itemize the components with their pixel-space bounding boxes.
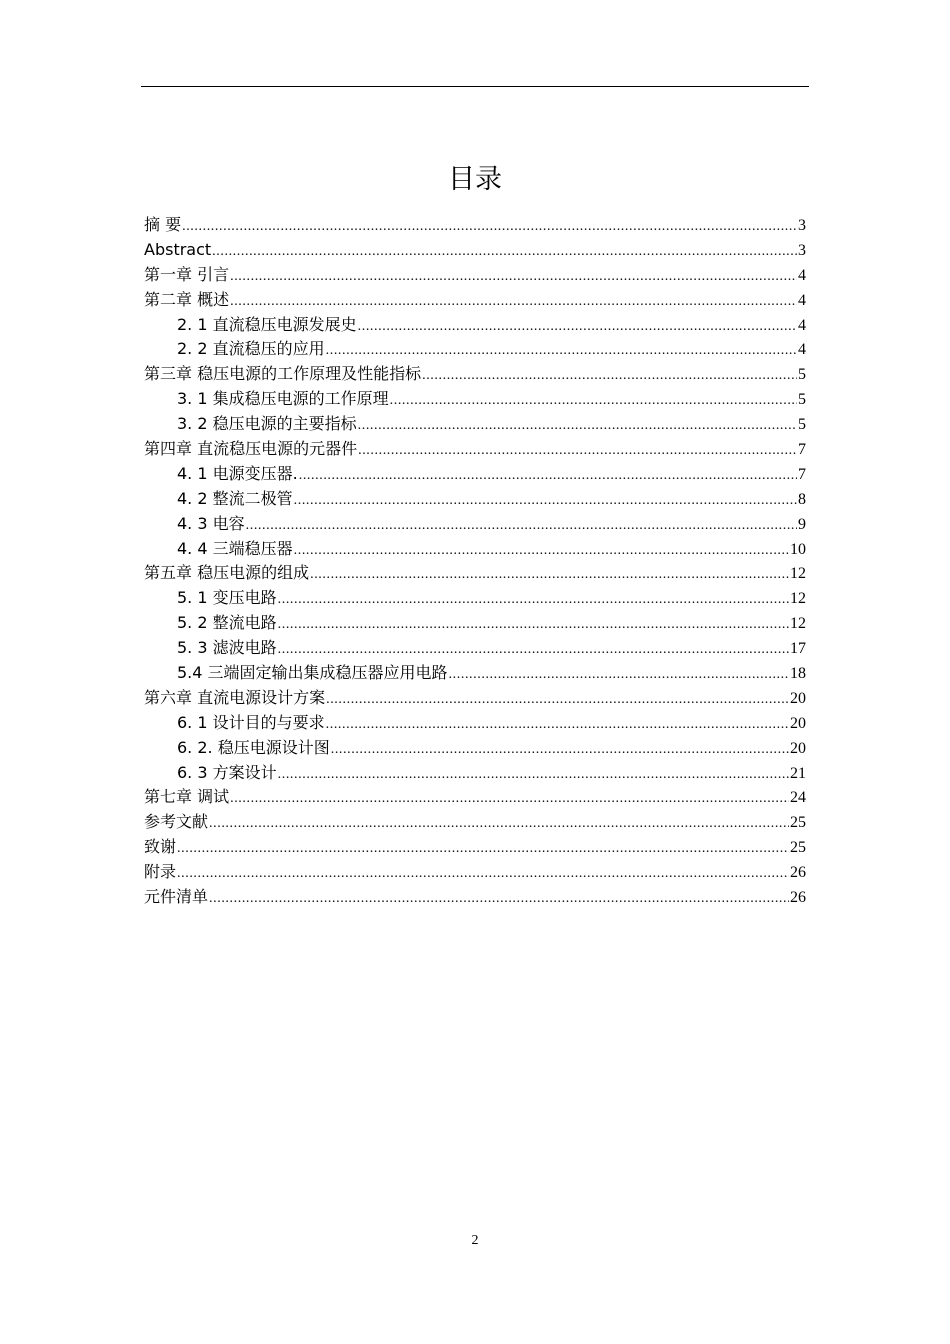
toc-entry-page: 18 [790, 665, 806, 683]
toc-entry-label: 第一章 引言 [144, 264, 230, 284]
toc-leader-dots [230, 290, 797, 315]
toc-leader-dots [209, 887, 789, 912]
toc-leader-dots [209, 812, 789, 837]
toc-entry[interactable] [144, 512, 806, 537]
toc-entry[interactable] [144, 636, 806, 661]
toc-entry-label: 3. 1 集成稳压电源的工作原理 [177, 389, 389, 409]
toc-entry[interactable] [144, 785, 806, 810]
toc-leader-dots [422, 364, 797, 389]
toc-leader-dots [299, 464, 797, 489]
toc-entry[interactable] [144, 238, 806, 263]
header-rule [141, 86, 809, 87]
toc-leader-dots [182, 215, 797, 240]
toc-leader-dots [246, 514, 797, 539]
toc-entry-page: 5 [798, 366, 806, 384]
toc-entry-page: 25 [790, 839, 806, 857]
toc-leader-dots [449, 663, 789, 688]
toc-entry[interactable] [144, 611, 806, 636]
toc-entry[interactable] [144, 711, 806, 736]
toc-entry-page: 17 [790, 640, 806, 658]
toc-entry-page: 7 [798, 465, 806, 483]
toc-entry-page: 4 [798, 316, 806, 334]
toc-leader-dots [358, 439, 797, 464]
page-number: 2 [471, 1233, 479, 1248]
toc-leader-dots [331, 738, 789, 763]
toc-leader-dots [278, 613, 789, 638]
toc-entry-label: 摘 要 [144, 215, 182, 234]
toc-entry-label: 第三章 稳压电源的工作原理及性能指标 [144, 364, 422, 384]
toc-entry-page: 4 [798, 291, 806, 309]
toc-entry-page: 25 [790, 814, 806, 832]
toc-entry-page: 12 [790, 590, 806, 608]
toc-title: 目录 [448, 164, 502, 195]
toc-entry-page: 10 [790, 540, 806, 558]
toc-entry-page: 12 [790, 615, 806, 633]
toc-entry-label: 3. 2 稳压电源的主要指标 [177, 414, 357, 434]
toc-entry-label: 6. 3 方案设计 [177, 762, 277, 782]
toc-leader-dots [358, 414, 797, 439]
toc-entry[interactable] [144, 362, 806, 387]
toc-entry[interactable] [144, 686, 806, 711]
toc-entry[interactable] [144, 213, 806, 238]
toc-entry[interactable] [144, 263, 806, 288]
toc-entry-label: 6. 2. 稳压电源设计图 [177, 737, 330, 757]
toc-leader-dots [326, 688, 789, 713]
toc-entry[interactable] [144, 387, 806, 412]
toc-leader-dots [294, 539, 789, 564]
toc-leader-dots [278, 588, 789, 613]
toc-leader-dots [326, 339, 797, 364]
toc-entry[interactable] [144, 661, 806, 686]
toc-entry-label: 6. 1 设计目的与要求 [177, 712, 325, 732]
toc-entry-page: 21 [790, 764, 806, 782]
toc-entry[interactable] [144, 462, 806, 487]
toc-entry[interactable] [144, 761, 806, 786]
toc-entry-label: 4. 1 电源变压器. [177, 463, 298, 483]
toc-entry[interactable] [144, 487, 806, 512]
toc-entry-label: 第二章 概述 [144, 289, 230, 309]
toc-entry-label: 5. 1 变压电路 [177, 588, 277, 608]
toc-entry-label: 4. 3 电容 [177, 513, 245, 533]
toc-entry-page: 20 [790, 739, 806, 757]
toc-entry-page: 4 [798, 266, 806, 284]
toc-entry[interactable] [144, 885, 806, 910]
toc-entry-label: 致谢 [144, 837, 177, 857]
toc-entry-label: 2. 1 直流稳压电源发展史 [177, 314, 357, 334]
toc-entry-label: 第六章 直流电源设计方案 [144, 687, 326, 707]
toc-leader-dots [230, 265, 797, 290]
toc-leader-dots [278, 763, 789, 788]
toc-leader-dots [310, 563, 789, 588]
toc-entry-page: 20 [790, 714, 806, 732]
toc-entry[interactable] [144, 537, 806, 562]
toc-entry-page: 4 [798, 341, 806, 359]
toc-entry-label: 5.4 三端固定输出集成稳压器应用电路 [177, 663, 448, 683]
toc-entry-label: 5. 3 滤波电路 [177, 638, 277, 658]
toc-entry[interactable] [144, 561, 806, 586]
toc-entry-page: 20 [790, 689, 806, 707]
toc-entry-label: 2. 2 直流稳压的应用 [177, 339, 325, 359]
toc-leader-dots [358, 315, 797, 340]
toc-entry-label: 第七章 调试 [144, 787, 230, 807]
table-of-contents [144, 213, 806, 910]
toc-entry[interactable] [144, 337, 806, 362]
toc-leader-dots [326, 713, 789, 738]
toc-entry-page: 5 [798, 391, 806, 409]
toc-leader-dots [390, 389, 797, 414]
toc-entry[interactable] [144, 412, 806, 437]
toc-entry-page: 9 [798, 515, 806, 533]
toc-entry-label: 4. 4 三端稳压器 [177, 538, 293, 558]
toc-leader-dots [177, 862, 789, 887]
toc-leader-dots [177, 837, 789, 862]
toc-entry-page: 26 [790, 889, 806, 907]
toc-entry-page: 5 [798, 416, 806, 434]
toc-entry[interactable] [144, 586, 806, 611]
toc-entry-label: 元件清单 [144, 887, 209, 907]
toc-leader-dots [230, 787, 789, 812]
toc-entry[interactable] [144, 810, 806, 835]
toc-entry-label: 第四章 直流稳压电源的元器件 [144, 439, 358, 459]
toc-entry-page: 8 [798, 490, 806, 508]
toc-leader-dots [294, 489, 797, 514]
toc-entry[interactable] [144, 736, 806, 761]
toc-entry[interactable] [144, 860, 806, 885]
toc-leader-dots [278, 638, 789, 663]
toc-entry[interactable] [144, 288, 806, 313]
toc-entry-page: 26 [790, 864, 806, 882]
toc-entry[interactable] [144, 313, 806, 338]
toc-entry-page: 24 [790, 789, 806, 807]
toc-entry-page: 7 [798, 441, 806, 459]
toc-entry-page: 3 [798, 241, 806, 259]
toc-entry-label: 5. 2 整流电路 [177, 613, 277, 633]
toc-entry-label: 4. 2 整流二极管 [177, 488, 293, 508]
toc-entry-page: 3 [798, 217, 806, 234]
toc-entry[interactable] [144, 835, 806, 860]
toc-leader-dots [212, 240, 797, 265]
toc-entry[interactable] [144, 437, 806, 462]
toc-entry-label: 第五章 稳压电源的组成 [144, 563, 310, 583]
toc-entry-label: 参考文献 [144, 812, 209, 832]
toc-entry-label: 附录 [144, 862, 177, 882]
toc-entry-label: Abstract [144, 239, 212, 259]
toc-entry-page: 12 [790, 565, 806, 583]
